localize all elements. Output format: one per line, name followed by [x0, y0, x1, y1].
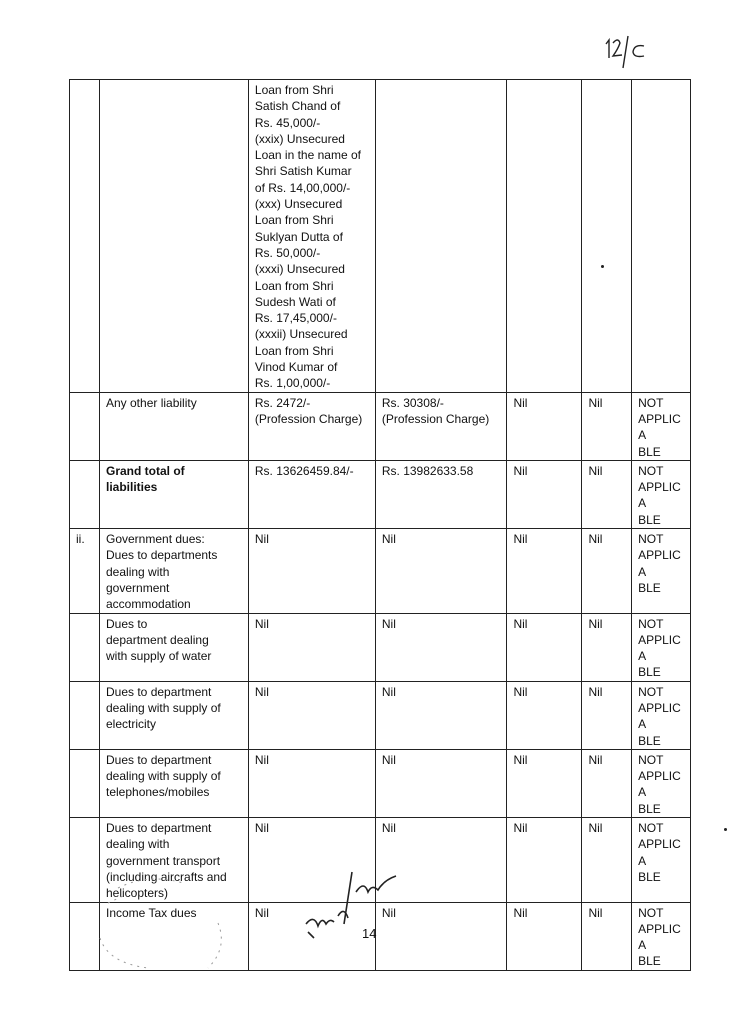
- table-row: [70, 392, 691, 460]
- spouse-amount-cell: Nil: [375, 529, 507, 613]
- table-row: [70, 80, 691, 393]
- row-number-cell: [70, 749, 100, 817]
- dependent2-cell: [582, 80, 632, 393]
- dependent2-cell: Nil: [582, 460, 632, 528]
- spouse-amount-cell: Nil: [375, 613, 507, 681]
- grand-total-label-cell: Grand total of liabilities: [100, 460, 249, 528]
- dependent3-cell: NOT APPLICA BLE: [632, 460, 691, 528]
- dependent2-cell: Nil: [582, 613, 632, 681]
- dependent1-cell: Nil: [507, 749, 582, 817]
- self-amount-cell: Nil: [248, 529, 375, 613]
- dependent2-cell: Nil: [582, 392, 632, 460]
- table-row: [70, 681, 691, 749]
- self-amount-cell: Nil: [248, 902, 375, 970]
- dependent2-cell: Nil: [582, 529, 632, 613]
- self-amount-cell: Nil: [248, 681, 375, 749]
- dependent1-cell: Nil: [507, 392, 582, 460]
- liability-item-cell: Dues to department dealing with supply of electricity: [100, 681, 249, 749]
- dependent1-cell: Nil: [507, 818, 582, 902]
- dependent1-cell: Nil: [507, 460, 582, 528]
- spouse-amount-cell: Nil: [375, 681, 507, 749]
- self-amount-cell: Nil: [248, 818, 375, 902]
- spouse-amount-cell: Nil: [375, 818, 507, 902]
- table-row: [70, 460, 691, 528]
- row-number-cell: [70, 80, 100, 393]
- spouse-amount-cell: Rs. 13982633.58: [375, 460, 507, 528]
- spouse-amount-cell: Nil: [375, 902, 507, 970]
- liability-item-cell: Dues to department dealing with supply of telephones/mobiles: [100, 749, 249, 817]
- row-number-cell: [70, 681, 100, 749]
- self-amount-cell: Nil: [248, 613, 375, 681]
- dependent2-cell: Nil: [582, 749, 632, 817]
- row-number-cell: [70, 460, 100, 528]
- row-number-cell: [70, 392, 100, 460]
- dependent3-cell: NOT APPLICA BLE: [632, 613, 691, 681]
- dependent3-cell: NOT APPLICA BLE: [632, 818, 691, 902]
- spouse-amount-cell: Nil: [375, 749, 507, 817]
- liability-item-cell: Dues to department dealing with supply of water: [100, 613, 249, 681]
- dependent2-cell: Nil: [582, 681, 632, 749]
- liability-item-cell: Income Tax dues: [100, 902, 249, 970]
- spouse-amount-cell: Rs. 30308/- (Profession Charge): [375, 392, 507, 460]
- dependent1-cell: Nil: [507, 613, 582, 681]
- faded-stamp-mark: [88, 868, 248, 978]
- spouse-amount-cell: [375, 80, 507, 393]
- dependent3-cell: NOT APPLICA BLE: [632, 749, 691, 817]
- liability-item-cell: Any other liability: [100, 392, 249, 460]
- table-row: [70, 613, 691, 681]
- dependent1-cell: Nil: [507, 681, 582, 749]
- dependent3-cell: [632, 80, 691, 393]
- self-amount-cell: Rs. 13626459.84/-: [248, 460, 375, 528]
- row-number-cell: [70, 613, 100, 681]
- self-amount-cell: Loan from Shri Satish Chand of Rs. 45,000/- (xxix) Unsecured Loan in the name of Shri Satish Kumar of Rs. 14,00,000/- (xxx) Unsecured Loan from Shri Suklyan Dutta of Rs. 50,000/- (xxxi) Unsecured Loan from Shri Sudesh Wati of Rs. 17,45,000/- (xxxii) Unsecured Loan from Shri Vinod Kumar of Rs. 1,00,000/-: [248, 80, 375, 393]
- self-amount-cell: Nil: [248, 749, 375, 817]
- liability-item-cell: [100, 80, 249, 393]
- ink-speck: [724, 828, 727, 831]
- liabilities-table: [69, 79, 691, 971]
- dependent1-cell: Nil: [507, 902, 582, 970]
- ink-speck: [601, 265, 604, 268]
- self-amount-cell: Rs. 2472/- (Profession Charge): [248, 392, 375, 460]
- page-number: 14: [362, 926, 377, 941]
- dependent3-cell: NOT APPLICA BLE: [632, 529, 691, 613]
- dependent1-cell: [507, 80, 582, 393]
- dependent3-cell: NOT APPLICA BLE: [632, 681, 691, 749]
- table-row: [70, 529, 691, 613]
- dependent3-cell: NOT APPLICA BLE: [632, 902, 691, 970]
- dependent2-cell: Nil: [582, 902, 632, 970]
- table-row: [70, 749, 691, 817]
- handwritten-page-mark: [600, 28, 660, 73]
- handwritten-signature: [300, 862, 410, 942]
- dependent2-cell: Nil: [582, 818, 632, 902]
- row-number-cell: ii.: [70, 529, 100, 613]
- liability-item-cell: Government dues: Dues to departments dealing with government accommodation: [100, 529, 249, 613]
- liability-item-cell: Dues to department dealing with government transport (including aircrafts and helicopters): [100, 818, 249, 902]
- dependent1-cell: Nil: [507, 529, 582, 613]
- dependent3-cell: NOT APPLICA BLE: [632, 392, 691, 460]
